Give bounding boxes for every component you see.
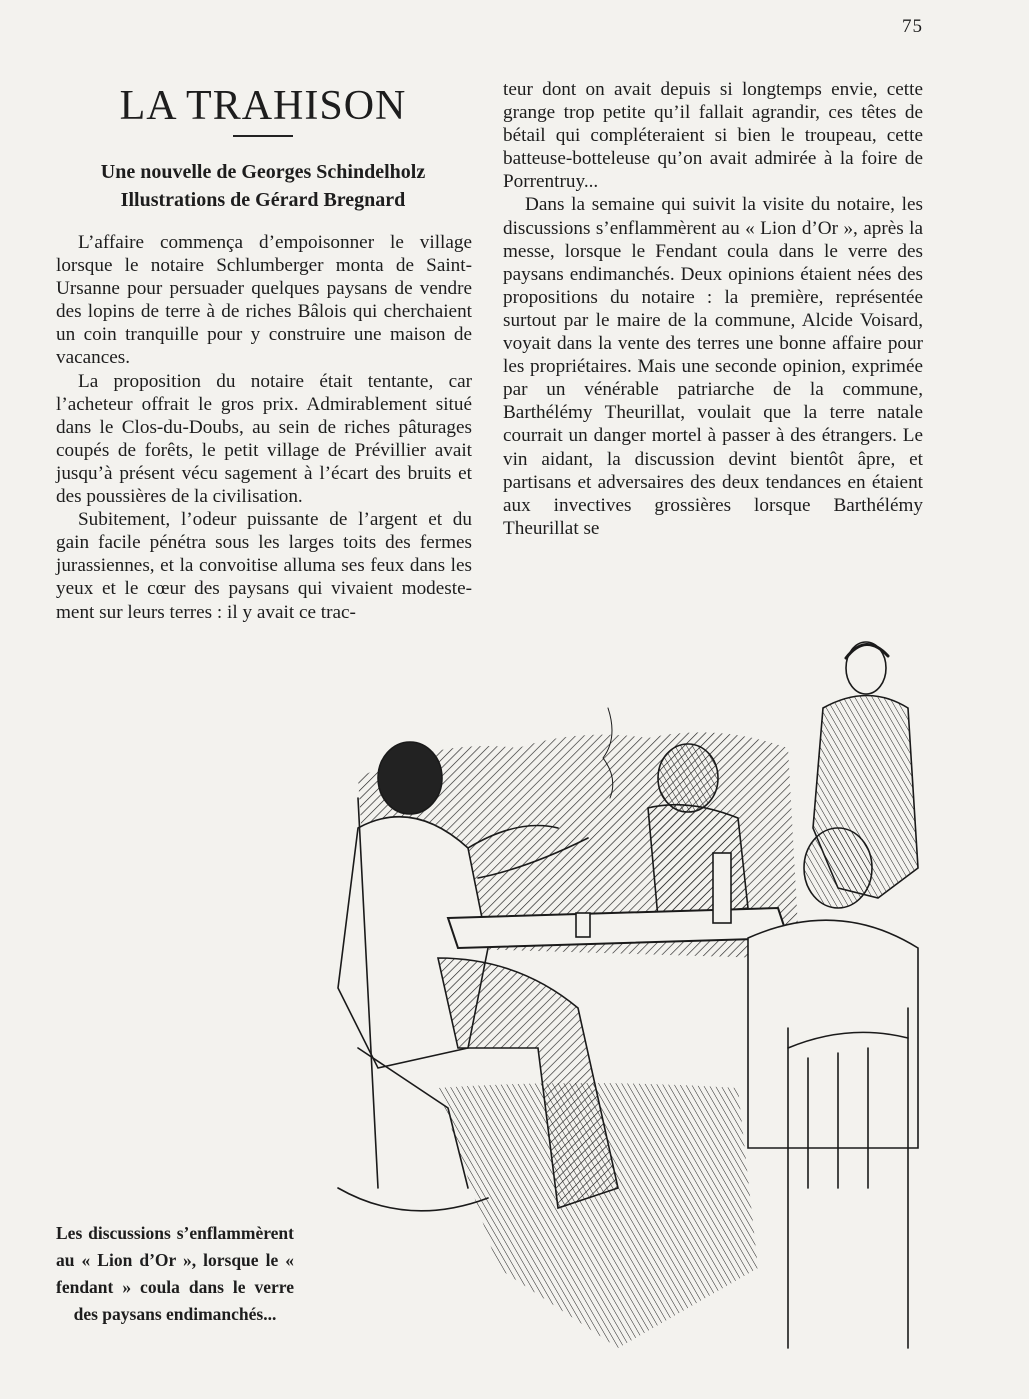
wine-bottle	[713, 853, 731, 923]
article-title: LA TRAHISON	[119, 83, 407, 129]
paragraph: Subitement, l’odeur puissante de l’argent et du gain facile pénétra sous les larges toits des fermes jurassiennes, et la convoitise alluma ses feux dans les yeux et le cœur des paysans qui vivaient modestement sur leurs terres : il y avait ce trac-	[56, 509, 472, 623]
left-column	[56, 231, 472, 624]
illustration-caption: Les discussions s’enflammèrent au « Lion d’Or », lorsque le « fendant » coula dans le verre des paysans endimanchés...	[56, 1223, 294, 1324]
paragraph: La proposition du notaire était tentante, car l’acheteur offrait le gros prix. Admirablement situé dans le Clos-du-Doubs, au sein de riches pâturages coupés de forêts, le petit village de Prévillier avait jusqu’à présent vécu sagement à l’écart des bruits et des poussières de la civilisation.	[56, 370, 472, 508]
title-rule	[233, 135, 293, 137]
paragraph: L’affaire commença d’empoisonner le village lorsque le notaire Schlumberger monta de Saint-Ursanne pour persuader quelques paysans de vendre des lopins de terre à de riches Bâlois qui cherchaient un coin tranquille pour y construire une maison de vacances.	[56, 232, 472, 369]
byline	[56, 158, 470, 214]
byline-illustrator: Illustrations de Gérard Bregnard	[120, 189, 406, 211]
floor-shading	[438, 1083, 758, 1348]
tavern-illustration	[318, 628, 930, 1354]
byline-author: Une nouvelle de Georges Schindelholz	[100, 161, 426, 183]
paragraph: teur dont on avait depuis si longtemps envie, cette grange trop petite qu’il fallait agrandir, ces têtes de bétail qui compléteraient si bien le troupeau, cette batteuse-botteleuse qu’on avait admirée à la foire de Porrentruy...	[503, 79, 923, 193]
glass	[576, 913, 590, 937]
page-number: 75	[902, 16, 923, 37]
right-column	[503, 78, 923, 540]
paragraph: Dans la semaine qui suivit la visite du notaire, les discussions s’enflammèrent au « Lion d’Or », après la messe, lorsque le Fendant coula dans le verre des paysans endimanchés. Deux opinions étaient nées des propositions du notaire : la première, représentée surtout par le maire de la commune, Alcide Voisard, voyait dans la vente des terres une bonne affaire pour les propriétaires. Mais une seconde opinion, exprimée par un vénérable patriarche de la commune, Barthélémy Theurillat, voulait que la terre natale courrait un danger mortel à passer à des étrangers. Le vin aidant, la discussion devint bientôt âpre, et partisans et adversaires des deux tendances en étaient aux invectives grossières lorsque Barthélémy Theurillat se	[503, 194, 923, 539]
